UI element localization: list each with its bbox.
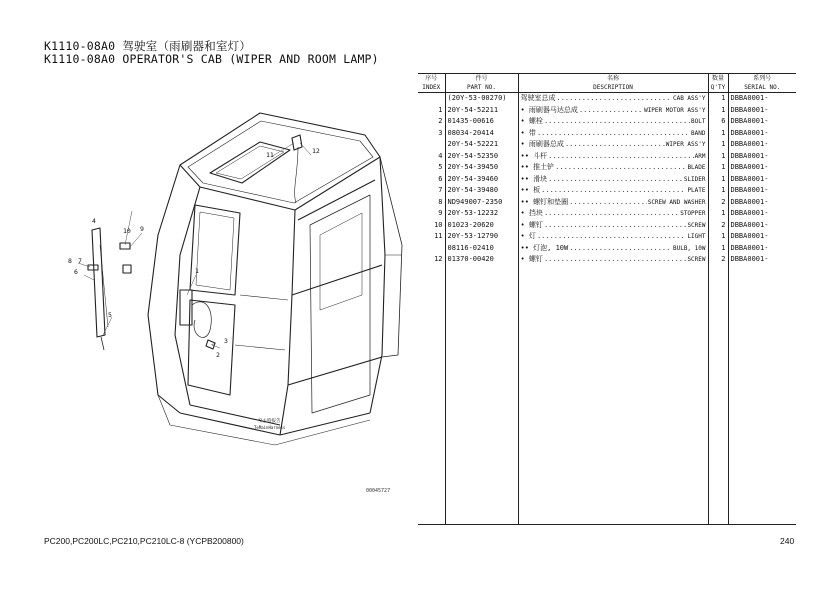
row-index: 2	[438, 117, 443, 125]
description-english: WIPER ASS'Y	[665, 141, 706, 148]
row-description	[518, 231, 708, 243]
description-chinese: • 带	[520, 128, 536, 137]
description-chinese: • 螺钉	[520, 220, 543, 229]
row-part-no: 01023-20620	[445, 220, 518, 232]
header-part-no-cn: 件号	[475, 75, 488, 82]
description-line	[521, 128, 706, 140]
row-qty: 1	[708, 139, 728, 151]
description-line	[521, 254, 706, 266]
header-description-en: DESCRIPTION	[593, 84, 633, 91]
table-row	[418, 254, 796, 266]
table-row	[418, 116, 796, 128]
header-qty	[708, 74, 728, 93]
row-serial-no: DBBA0001-	[728, 243, 796, 255]
table-row	[418, 139, 796, 151]
row-qty: 2	[708, 254, 728, 266]
description-english: BLADE	[687, 164, 706, 171]
table-header-row	[418, 74, 796, 93]
description-english: PLATE	[687, 187, 706, 194]
row-serial-no: DBBA0001-	[728, 162, 796, 174]
row-qty: 1	[708, 174, 728, 186]
row-description	[518, 197, 708, 209]
header-qty-en: Q'TY	[710, 84, 726, 91]
description-english: CAB ASS'Y	[672, 95, 706, 102]
description-line	[521, 162, 706, 174]
row-index	[418, 243, 445, 255]
row-index: 11	[434, 232, 443, 240]
row-qty: 2	[708, 197, 728, 209]
table-row	[418, 208, 796, 220]
row-qty: 1	[708, 208, 728, 220]
row-part-no: 20Y-54-52221	[445, 139, 518, 151]
description-english: SLIDER	[683, 175, 706, 183]
row-serial-no: DBBA0001-	[728, 231, 796, 243]
table-row	[418, 128, 796, 140]
description-english: STOPPER	[680, 210, 706, 217]
row-description	[518, 185, 708, 197]
row-serial-no: DBBA0001-	[728, 105, 796, 117]
callout-1: 1	[195, 267, 199, 275]
description-line	[521, 197, 706, 209]
row-part-no: 20Y-54-52350	[445, 151, 518, 163]
header-part-no	[445, 74, 518, 93]
header-serial-no-en: SERIAL NO.	[744, 84, 781, 91]
table-filler-row	[418, 266, 796, 525]
header-description-cn: 名称	[606, 75, 619, 82]
callout-3: 3	[224, 337, 228, 345]
row-serial-no: DBBA0001-	[728, 254, 796, 266]
row-serial-no: DBBA0001-	[728, 185, 796, 197]
dot-leader	[544, 116, 690, 128]
watermark-english: TeMainHarness	[254, 425, 286, 430]
filler-cell	[518, 266, 708, 525]
table-row	[418, 93, 796, 105]
row-serial-no: DBBA0001-	[728, 197, 796, 209]
description-line	[521, 231, 706, 243]
table-row	[418, 174, 796, 186]
row-serial-no: DBBA0001-	[728, 139, 796, 151]
row-index: 4	[438, 151, 443, 160]
description-line	[521, 243, 706, 255]
dot-leader	[537, 231, 687, 243]
cab-exploded-diagram	[30, 95, 410, 505]
description-english: LIGHT	[687, 233, 706, 240]
description-english: BAND	[691, 129, 706, 137]
row-description	[518, 243, 708, 255]
table-row	[418, 231, 796, 243]
diagram-code: 00045727	[366, 488, 391, 494]
description-english: WIPER MOTOR ASS'Y	[644, 106, 706, 114]
dot-leader	[541, 185, 686, 197]
row-part-no: 20Y-53-12232	[445, 208, 518, 220]
description-line	[521, 93, 706, 105]
callout-4: 4	[92, 217, 96, 225]
description-line	[521, 185, 706, 197]
description-chinese: • 灯	[520, 232, 536, 240]
header-description	[518, 74, 708, 93]
description-chinese: •• 斗杆	[520, 151, 548, 160]
description-english: BOLT	[691, 118, 706, 125]
row-qty: 1	[708, 128, 728, 140]
row-index: 6	[438, 174, 443, 183]
description-chinese: •• 滑块	[520, 174, 548, 183]
row-qty: 6	[708, 116, 728, 128]
row-qty: 2	[708, 220, 728, 232]
parts-table	[418, 73, 796, 525]
description-chinese: • 雨刷器马达总成	[520, 105, 578, 114]
row-description	[518, 116, 708, 128]
callout-12: 12	[312, 147, 320, 155]
description-chinese: •• 灯泡, 10W	[520, 243, 569, 252]
row-index: 8	[438, 197, 443, 206]
table-row	[418, 243, 796, 255]
row-qty: 1	[708, 105, 728, 117]
table-row	[418, 197, 796, 209]
row-index: 3	[438, 128, 443, 137]
row-description	[518, 208, 708, 220]
row-index: 5	[438, 163, 443, 171]
row-index: 1	[438, 105, 443, 114]
parts-table-body	[418, 93, 796, 525]
description-english: SCREW	[687, 256, 706, 263]
row-part-no: 08116-02410	[445, 243, 518, 255]
row-description	[518, 128, 708, 140]
description-english: SCREW	[687, 221, 706, 229]
row-part-no: 20Y-53-12790	[445, 231, 518, 243]
dot-leader	[544, 208, 679, 220]
dot-leader	[548, 174, 683, 186]
header-index-en: INDEX	[422, 84, 441, 91]
callout-9: 9	[140, 225, 144, 233]
page-number: 240	[780, 536, 795, 546]
row-description	[518, 162, 708, 174]
row-part-no: 20Y-54-39480	[445, 185, 518, 197]
table-row	[418, 185, 796, 197]
dot-leader	[537, 128, 690, 140]
row-qty: 1	[708, 231, 728, 243]
row-part-no: 20Y-54-52211	[445, 105, 518, 117]
callout-6: 6	[74, 268, 78, 276]
row-serial-no: DBBA0001-	[728, 116, 796, 128]
callout-10: 10	[123, 227, 131, 235]
row-serial-no: DBBA0001-	[728, 174, 796, 186]
table-row	[418, 162, 796, 174]
footer-model: PC200,PC200LC,PC210,PC210LC-8 (YCPB200800)	[44, 536, 244, 546]
header-part-no-en: PART NO.	[467, 84, 496, 91]
row-part-no: 08034-20414	[445, 128, 518, 140]
dot-leader	[555, 162, 686, 174]
description-chinese: •• 螺钉和垫圈	[520, 197, 569, 206]
row-serial-no: DBBA0001-	[728, 128, 796, 140]
description-line	[521, 116, 706, 128]
dot-leader	[544, 254, 687, 266]
description-chinese: • 螺钉	[520, 255, 543, 263]
table-row	[418, 151, 796, 163]
description-line	[521, 151, 706, 163]
header-serial-no-cn: 系列号	[753, 75, 772, 82]
row-part-no: 01370-00420	[445, 254, 518, 266]
description-chinese: • 雨刷器总成	[520, 140, 564, 148]
dot-leader	[579, 105, 643, 117]
row-index: 9	[438, 209, 443, 217]
row-description	[518, 93, 708, 105]
table-row	[418, 220, 796, 232]
callout-8: 8	[68, 257, 72, 265]
description-line	[521, 105, 706, 117]
header-index	[418, 74, 445, 93]
description-chinese: 驾驶室总成	[520, 94, 556, 102]
description-line	[521, 208, 706, 220]
filler-cell	[445, 266, 518, 525]
row-index: 7	[438, 186, 443, 194]
filler-cell	[728, 266, 796, 525]
row-description	[518, 105, 708, 117]
row-description	[518, 139, 708, 151]
row-index	[418, 139, 445, 151]
row-description	[518, 151, 708, 163]
description-chinese: • 挡块	[520, 209, 543, 217]
filler-cell	[708, 266, 728, 525]
table-row	[418, 105, 796, 117]
filler-cell	[418, 266, 445, 525]
row-index	[418, 93, 445, 105]
dot-leader	[557, 93, 672, 105]
row-part-no: 01435-00616	[445, 116, 518, 128]
row-serial-no: DBBA0001-	[728, 220, 796, 232]
row-part-no: ND949007-2350	[445, 197, 518, 209]
description-line	[521, 220, 706, 232]
description-english: BULB, 10W	[672, 244, 706, 252]
row-qty: 1	[708, 162, 728, 174]
callout-11: 11	[266, 151, 274, 159]
row-serial-no: DBBA0001-	[728, 208, 796, 220]
row-serial-no: DBBA0001-	[728, 93, 796, 105]
dot-leader	[569, 243, 672, 255]
header-serial-no	[728, 74, 796, 93]
row-description	[518, 220, 708, 232]
callout-5: 5	[108, 311, 112, 319]
callout-2: 2	[216, 351, 220, 359]
dot-leader	[565, 139, 665, 151]
row-qty: 1	[708, 243, 728, 255]
row-description	[518, 254, 708, 266]
row-part-no: (20Y-53-00270)	[445, 93, 518, 105]
row-description	[518, 174, 708, 186]
description-english: ARM	[694, 152, 706, 160]
row-serial-no: DBBA0001-	[728, 151, 796, 163]
description-line	[521, 174, 706, 186]
description-chinese: • 螺栓	[520, 117, 543, 125]
header-qty-cn: 数量	[711, 75, 724, 82]
row-qty: 1	[708, 93, 728, 105]
description-chinese: •• 板	[520, 186, 541, 194]
header-index-cn: 序号	[425, 75, 438, 82]
page-title-chinese: K1110-08A0 驾驶室（雨刷器和室灯）	[44, 39, 252, 53]
row-index: 12	[434, 255, 443, 263]
row-part-no: 20Y-54-39450	[445, 162, 518, 174]
dot-leader	[548, 151, 694, 163]
description-chinese: •• 推土铲	[520, 163, 555, 171]
row-part-no: 20Y-54-39460	[445, 174, 518, 186]
description-english: SCREW AND WASHER	[647, 198, 706, 206]
description-line	[521, 139, 706, 151]
watermark-chinese: 至主特报告	[258, 419, 281, 424]
page-title-english: K1110-08A0 OPERATOR'S CAB (WIPER AND ROOM LAMP)	[44, 52, 379, 66]
dot-leader	[569, 197, 647, 209]
row-qty: 1	[708, 151, 728, 163]
row-index: 10	[434, 220, 443, 229]
row-qty: 1	[708, 185, 728, 197]
dot-leader	[544, 220, 687, 232]
callout-7: 7	[78, 257, 82, 265]
